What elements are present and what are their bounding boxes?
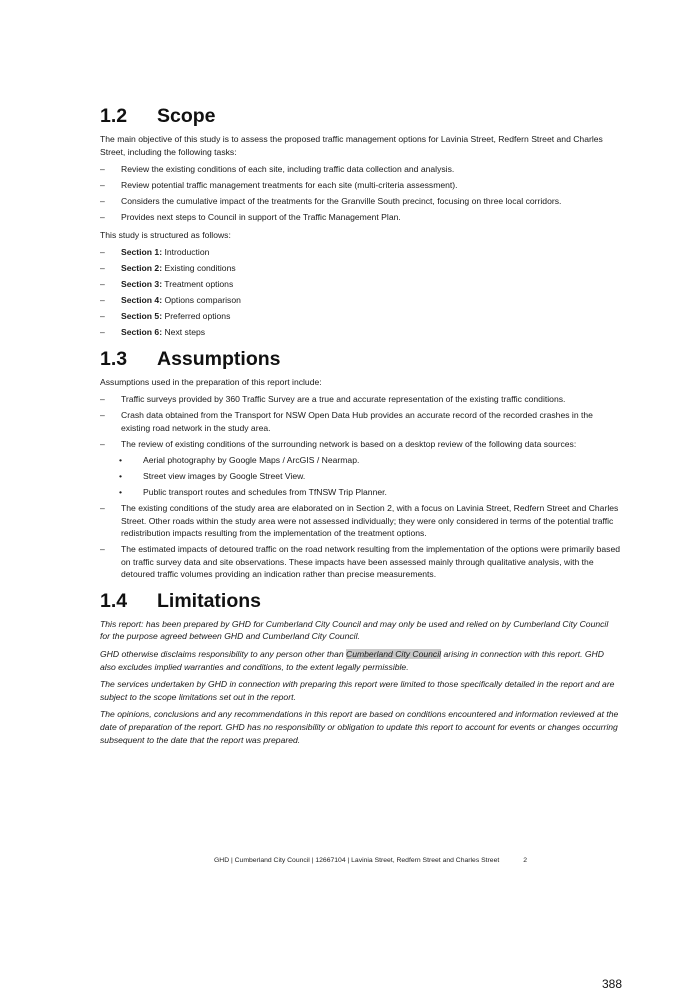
data-source-item: • Aerial photography by Google Maps / ArcGIS / Nearmap. — [100, 454, 620, 467]
section-text: Preferred options — [162, 311, 231, 322]
section-text: Treatment options — [162, 279, 234, 290]
assumptions-list-continued — [100, 502, 620, 581]
scope-heading — [100, 104, 620, 128]
assumptions-intro: Assumptions used in the preparation of this report include: — [100, 376, 322, 387]
highlighted-text: Cumberland City Council — [346, 649, 442, 660]
limitations-heading-title: Limitations — [157, 589, 262, 612]
scope-task: – Review the existing conditions of each site, including traffic data collection and analysis. — [100, 163, 620, 176]
scope-intro: The main objective of this study is to assess the proposed traffic management options for Lavinia Street, Redfern Street and Charles Street, including the following tasks: — [100, 134, 603, 157]
section-label: Section 4: — [121, 295, 163, 306]
section-item — [100, 246, 620, 259]
section-item — [100, 310, 620, 323]
page-footer — [214, 856, 527, 865]
limitations-paragraph-2 — [100, 648, 620, 673]
section-text: Introduction — [162, 247, 210, 258]
data-source-item: • Public transport routes and schedules from TfNSW Trip Planner. — [100, 486, 620, 499]
scope-heading-title: Scope — [157, 105, 216, 127]
section-label: Section 5: — [121, 311, 163, 322]
document-page — [100, 104, 620, 746]
scope-task: – Provides next steps to Council in support of the Traffic Management Plan. — [100, 211, 620, 224]
limitations-p2-start: GHD otherwise disclaims responsibility to any person other than — [100, 649, 346, 660]
limitations-heading — [100, 589, 620, 613]
limitations-heading-number: 1.4 — [100, 589, 128, 612]
footer-page-number: 2 — [523, 857, 528, 864]
assumptions-heading — [100, 347, 620, 371]
limitations-paragraph-4: The opinions, conclusions and any recommendations in this report are based on conditions encountered and information reviewed at the date of preparation of the report. GHD has no responsibility or obligation to update this report to account for events or changes occurring subsequent to the date that the report was prepared. — [100, 709, 619, 745]
section-item — [100, 262, 620, 275]
scope-heading-number: 1.2 — [100, 105, 128, 127]
structure-intro: This study is structured as follows: — [100, 229, 231, 240]
assumption-item: – Traffic surveys provided by 360 Traffic Survey are a true and accurate representation of the existing traffic conditions. — [100, 393, 620, 406]
limitations-paragraph-3: The services undertaken by GHD in connection with preparing this report were limited to those specifically detailed in the report and are subject to the scope limitations set out in the report. — [100, 679, 615, 702]
assumption-item: – The estimated impacts of detoured traffic on the road network resulting from the implementation of the options were primarily based on traffic survey data and site observations. These impacts have been assessed mainly through qualitative analysis, with the detoured traffic volumes providing an indication rather than precise measurements. — [100, 543, 620, 581]
section-list — [100, 246, 620, 339]
footer-text: GHD | Cumberland City Council | 12667104 | Lavinia Street, Redfern Street and Charles Street — [214, 857, 500, 864]
assumptions-heading-title: Assumptions — [157, 347, 281, 370]
data-source-item: • Street view images by Google Street View. — [100, 470, 620, 483]
section-text: Next steps — [162, 327, 206, 338]
section-label: Section 6: — [121, 327, 163, 338]
assumptions-list — [100, 393, 620, 450]
assumptions-heading-number: 1.3 — [100, 347, 128, 370]
assumption-item: – Crash data obtained from the Transport for NSW Open Data Hub provides an accurate record of the recorded crashes in the existing road network in the study area. — [100, 409, 620, 434]
section-label: Section 2: — [121, 263, 163, 274]
assumption-item: – The review of existing conditions of the surrounding network is based on a desktop review of the following data sources: — [100, 438, 620, 451]
section-label: Section 3: — [121, 279, 163, 290]
scope-task-list — [100, 163, 620, 224]
scope-task: – Considers the cumulative impact of the treatments for the Granville South precinct, focusing on three local corridors. — [100, 195, 620, 208]
sheet-page-number: 388 — [602, 977, 623, 991]
section-text: Options comparison — [162, 295, 241, 306]
data-sources-list — [100, 454, 620, 499]
section-item — [100, 278, 620, 291]
section-text: Existing conditions — [162, 263, 236, 274]
limitations-p2-end: arising in connection with this report. GHD also excludes implied warranties and conditions, to the extent legally permissible. — [100, 649, 604, 672]
section-item — [100, 326, 620, 339]
limitations-paragraph-1: This report: has been prepared by GHD for Cumberland City Council and may only be used and relied on by Cumberland City Council for the purpose agreed between GHD and Cumberland City Council. — [100, 618, 609, 642]
section-label: Section 1: — [121, 247, 163, 258]
assumption-item: – The existing conditions of the study area are elaborated on in Section 2, with a focus on Lavinia Street, Redfern Street and Charles Street. Other roads within the study area were not assessed individually; they were only considered in terms of the potential traffic redistribution impacts resulting from the implementation of the treatment options. — [100, 502, 620, 540]
section-item — [100, 294, 620, 307]
scope-task: – Review potential traffic management treatments for each site (multi-criteria assessment). — [100, 179, 620, 192]
